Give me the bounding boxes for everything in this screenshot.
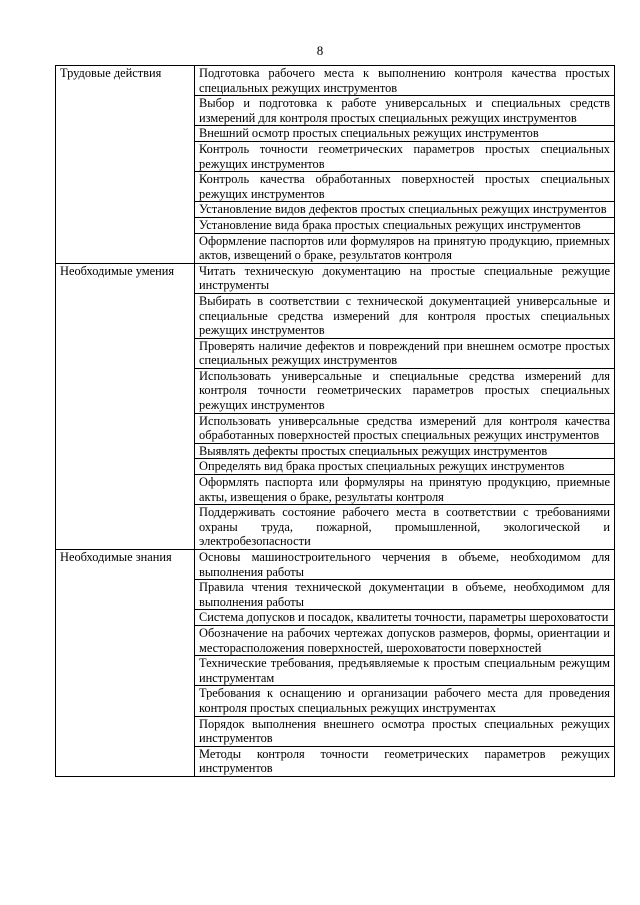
table-row xyxy=(56,550,615,580)
requirement-item: Обозначение на рабочих чертежах допусков размеров, формы, ориентации и месторасположения поверхностей, шероховатости поверхностей xyxy=(195,625,615,655)
requirement-item: Контроль точности геометрических параметров простых специальных режущих инструментов xyxy=(195,141,615,171)
requirement-item: Установление вида брака простых специальных режущих инструментов xyxy=(195,217,615,233)
requirement-item: Поддерживать состояние рабочего места в соответствии с требованиями охраны труда, пожарной, промышленной, экологической и электробезопасности xyxy=(195,505,615,550)
table-row xyxy=(56,66,615,96)
requirement-item: Методы контроля точности геометрических параметров режущих инструментов xyxy=(195,746,615,776)
requirements-table xyxy=(55,65,615,777)
requirement-item: Контроль качества обработанных поверхностей простых специальных режущих инструментов xyxy=(195,172,615,202)
page-number: 8 xyxy=(316,43,324,58)
requirement-item: Основы машиностроительного черчения в объеме, необходимом для выполнения работы xyxy=(195,550,615,580)
requirement-item: Выбор и подготовка к работе универсальных и специальных средств измерений для контроля простых специальных режущих инструментов xyxy=(195,96,615,126)
requirement-item: Правила чтения технической документации в объеме, необходимом для выполнения работы xyxy=(195,580,615,610)
requirement-item: Использовать универсальные средства измерений для контроля качества обработанных поверхностей простых специальных режущих инструментов xyxy=(195,413,615,443)
requirement-item: Выявлять дефекты простых специальных режущих инструментов xyxy=(195,443,615,459)
requirements-table-body xyxy=(56,66,615,777)
group-label: Необходимые знания xyxy=(56,550,195,777)
requirement-item: Порядок выполнения внешнего осмотра простых специальных режущих инструментов xyxy=(195,716,615,746)
requirement-item: Читать техническую документацию на простые специальные режущие инструменты xyxy=(195,263,615,293)
requirement-item: Оформлять паспорта или формуляры на принятую продукцию, приемные акты, извещения о браке, результаты контроля xyxy=(195,475,615,505)
table-row xyxy=(56,263,615,293)
requirement-item: Подготовка рабочего места к выполнению контроля качества простых специальных режущих инструментов xyxy=(195,66,615,96)
requirement-item: Проверять наличие дефектов и повреждений при внешнем осмотре простых специальных режущих инструментов xyxy=(195,338,615,368)
requirement-item: Использовать универсальные и специальные средства измерений для контроля точности геометрических параметров простых специальных режущих инструментов xyxy=(195,368,615,413)
requirement-item: Определять вид брака простых специальных режущих инструментов xyxy=(195,459,615,475)
requirement-item: Выбирать в соответствии с технической документацией универсальные и специальные средства измерений для контроля простых специальных режущих инструментов xyxy=(195,293,615,338)
requirement-item: Установление видов дефектов простых специальных режущих инструментов xyxy=(195,202,615,218)
requirement-item: Технические требования, предъявляемые к простым специальным режущим инструментам xyxy=(195,656,615,686)
requirement-item: Система допусков и посадок, квалитеты точности, параметры шероховатости xyxy=(195,610,615,626)
requirement-item: Внешний осмотр простых специальных режущих инструментов xyxy=(195,126,615,142)
requirement-item: Оформление паспортов или формуляров на принятую продукцию, приемных актов, извещений о браке, результатов контроля xyxy=(195,233,615,263)
group-label: Трудовые действия xyxy=(56,66,195,264)
requirement-item: Требования к оснащению и организации рабочего места для проведения контроля простых специальных режущих инструментах xyxy=(195,686,615,716)
group-label: Необходимые умения xyxy=(56,263,195,549)
